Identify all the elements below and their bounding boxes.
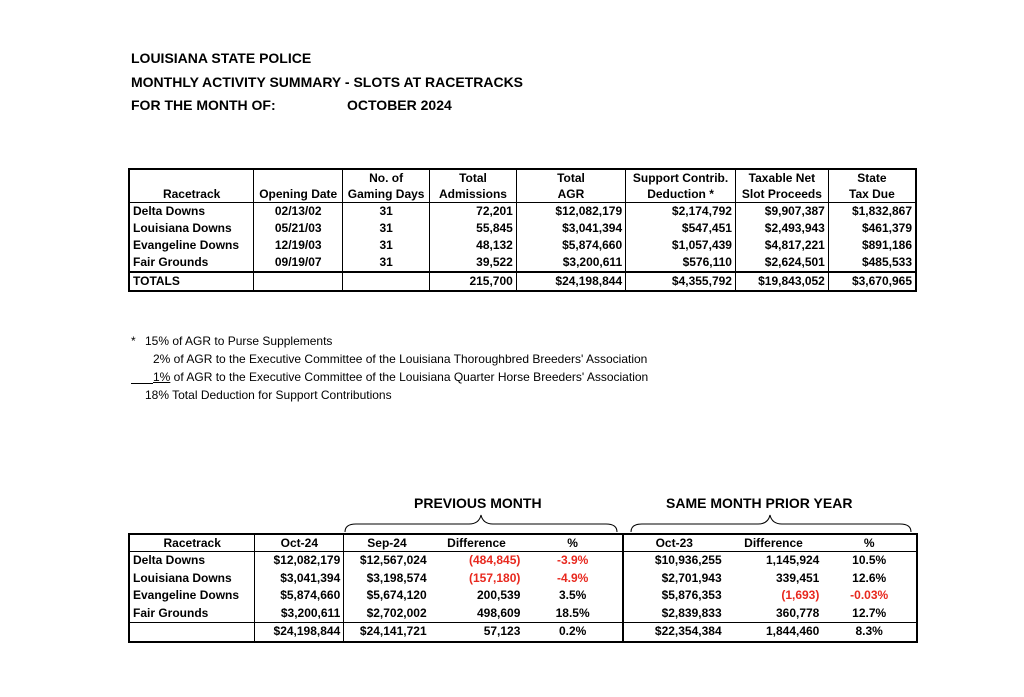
cell-cur: $12,082,179 bbox=[255, 552, 344, 570]
cell-pct-prev: 3.5% bbox=[558, 588, 587, 602]
col-pct-prior: % bbox=[822, 534, 917, 552]
total-tax: $3,670,965 bbox=[828, 272, 916, 291]
underline-rule bbox=[131, 370, 153, 384]
col-sep-24: Sep-24 bbox=[344, 534, 430, 552]
cell-empty bbox=[129, 623, 255, 642]
cell-days: 31 bbox=[343, 237, 430, 254]
footnote-star: * bbox=[131, 334, 136, 348]
cell-name: Fair Grounds bbox=[129, 254, 254, 272]
cell-prior: $5,876,353 bbox=[623, 587, 725, 605]
report-agency: LOUISIANA STATE POLICE bbox=[131, 50, 312, 66]
cell-name: Evangeline Downs bbox=[129, 237, 254, 254]
cell-diff-prev: 200,539 bbox=[477, 588, 521, 602]
col-opening-date: Opening Date bbox=[254, 169, 343, 203]
col-tax-due: State Tax Due bbox=[828, 169, 916, 203]
totals-row bbox=[129, 623, 917, 642]
cell-admissions: 55,845 bbox=[430, 220, 517, 237]
total-cur: $24,198,844 bbox=[255, 623, 344, 642]
cell-name: Delta Downs bbox=[129, 203, 254, 221]
cell-support: $2,174,792 bbox=[626, 203, 736, 221]
col-taxable: Taxable Net Slot Proceeds bbox=[735, 169, 828, 203]
cell-cur: $3,041,394 bbox=[255, 570, 344, 588]
cell-tax: $485,533 bbox=[828, 254, 916, 272]
table-row bbox=[129, 237, 916, 254]
table-row bbox=[129, 203, 916, 221]
cell-opening: 02/13/02 bbox=[254, 203, 343, 221]
cell-agr: $12,082,179 bbox=[516, 203, 625, 221]
cell-admissions: 72,201 bbox=[430, 203, 517, 221]
cell-pct-prev: -4.9% bbox=[556, 570, 589, 585]
cell-cur: $3,200,611 bbox=[255, 605, 344, 623]
col-oct-23: Oct-23 bbox=[623, 534, 725, 552]
month-label: FOR THE MONTH OF: bbox=[131, 97, 276, 113]
total-taxable: $19,843,052 bbox=[735, 272, 828, 291]
totals-label: TOTALS bbox=[129, 272, 254, 291]
cell-support: $547,451 bbox=[626, 220, 736, 237]
total-pct-prior: 8.3% bbox=[822, 623, 917, 642]
cell-prior: $10,936,255 bbox=[623, 552, 725, 570]
cell-admissions: 48,132 bbox=[430, 237, 517, 254]
col-racetrack: Racetrack bbox=[129, 169, 254, 203]
col-admissions: Total Admissions bbox=[430, 169, 517, 203]
footnote-line-2: 2% of AGR to the Executive Committee of the Louisiana Thoroughbred Breeders' Association bbox=[153, 352, 648, 366]
month-value: OCTOBER 2024 bbox=[347, 97, 452, 113]
col-agr: Total AGR bbox=[516, 169, 625, 203]
cell-prior: $2,839,833 bbox=[623, 605, 725, 623]
total-prior: $22,354,384 bbox=[623, 623, 725, 642]
cell-diff-prior: 1,145,924 bbox=[765, 553, 820, 567]
cell-support: $576,110 bbox=[626, 254, 736, 272]
footnote-pct: 1% bbox=[153, 370, 171, 384]
footnote-line-1: 15% of AGR to Purse Supplements bbox=[145, 334, 333, 348]
cell-pct-prior: 12.6% bbox=[852, 570, 887, 585]
previous-month-brace bbox=[344, 512, 618, 534]
cell-name: Evangeline Downs bbox=[129, 587, 255, 605]
section-previous-month: PREVIOUS MONTH bbox=[414, 495, 542, 511]
total-agr: $24,198,844 bbox=[516, 272, 625, 291]
cell-pct-prior: 10.5% bbox=[852, 553, 887, 567]
report-title: MONTHLY ACTIVITY SUMMARY - SLOTS AT RACETRACKS bbox=[131, 74, 524, 90]
comparison-header-row bbox=[129, 534, 917, 552]
cell-tax: $461,379 bbox=[828, 220, 916, 237]
cell-pct-prev: -3.9% bbox=[556, 553, 589, 567]
footnote-line-3 bbox=[131, 370, 648, 384]
cell-prev: $12,567,024 bbox=[359, 553, 427, 567]
cell-days: 31 bbox=[343, 254, 430, 272]
cell-days: 31 bbox=[343, 220, 430, 237]
table-row bbox=[129, 220, 916, 237]
cell-diff-prev: (157,180) bbox=[469, 570, 521, 585]
table-row bbox=[129, 254, 916, 272]
cell-name: Louisiana Downs bbox=[129, 220, 254, 237]
cell-prior: $2,701,943 bbox=[623, 570, 725, 588]
cell-diff-prior: (1,693) bbox=[781, 588, 820, 602]
cell-pct-prior: 12.7% bbox=[852, 605, 887, 620]
table-row bbox=[129, 570, 917, 588]
cell-empty bbox=[343, 272, 430, 291]
col-difference-prior: Difference bbox=[725, 534, 823, 552]
footnote-rest: of AGR to the Executive Committee of the Louisiana Quarter Horse Breeders' Association bbox=[170, 370, 649, 384]
cell-opening: 09/19/07 bbox=[254, 254, 343, 272]
cell-agr: $3,200,611 bbox=[516, 254, 625, 272]
cell-pct-prev: 18.5% bbox=[555, 605, 590, 620]
cell-taxable: $9,907,387 bbox=[735, 203, 828, 221]
cell-prev: $5,674,120 bbox=[366, 588, 427, 602]
cell-days: 31 bbox=[343, 203, 430, 221]
cell-taxable: $2,624,501 bbox=[735, 254, 828, 272]
cell-opening: 12/19/03 bbox=[254, 237, 343, 254]
cell-admissions: 39,522 bbox=[430, 254, 517, 272]
cell-taxable: $2,493,943 bbox=[735, 220, 828, 237]
cell-tax: $1,832,867 bbox=[828, 203, 916, 221]
total-prev: $24,141,721 bbox=[344, 623, 430, 642]
cell-prev: $3,198,574 bbox=[366, 570, 427, 585]
cell-prev: $2,702,002 bbox=[366, 605, 427, 620]
cell-cur: $5,874,660 bbox=[255, 587, 344, 605]
cell-support: $1,057,439 bbox=[626, 237, 736, 254]
cell-agr: $3,041,394 bbox=[516, 220, 625, 237]
comparison-table bbox=[128, 533, 918, 643]
cell-pct-prior: -0.03% bbox=[850, 588, 889, 602]
total-diff-prev: 57,123 bbox=[430, 623, 524, 642]
col-difference-prev: Difference bbox=[430, 534, 524, 552]
footnote-line-4: 18% Total Deduction for Support Contributions bbox=[145, 388, 392, 402]
total-admissions: 215,700 bbox=[430, 272, 517, 291]
cell-tax: $891,186 bbox=[828, 237, 916, 254]
totals-row bbox=[129, 272, 916, 291]
prior-year-brace bbox=[630, 512, 912, 534]
summary-header-row bbox=[129, 169, 916, 203]
total-diff-prior: 1,844,460 bbox=[725, 623, 823, 642]
table-row bbox=[129, 552, 917, 570]
col-pct-prev: % bbox=[523, 534, 623, 552]
section-prior-year: SAME MONTH PRIOR YEAR bbox=[666, 495, 853, 511]
table-row bbox=[129, 605, 917, 623]
cell-diff-prev: 498,609 bbox=[477, 605, 521, 620]
cell-diff-prior: 360,778 bbox=[775, 605, 820, 620]
cell-name: Louisiana Downs bbox=[129, 570, 255, 588]
col-gaming-days: No. of Gaming Days bbox=[343, 169, 430, 203]
total-pct-prev: 0.2% bbox=[523, 623, 623, 642]
col-oct-24: Oct-24 bbox=[255, 534, 344, 552]
col-support: Support Contrib. Deduction * bbox=[626, 169, 736, 203]
total-support: $4,355,792 bbox=[626, 272, 736, 291]
summary-table bbox=[128, 168, 917, 292]
cell-empty bbox=[254, 272, 343, 291]
col-racetrack: Racetrack bbox=[129, 534, 255, 552]
cell-agr: $5,874,660 bbox=[516, 237, 625, 254]
cell-name: Fair Grounds bbox=[129, 605, 255, 623]
cell-diff-prior: 339,451 bbox=[775, 570, 820, 585]
cell-name: Delta Downs bbox=[129, 552, 255, 570]
table-row bbox=[129, 587, 917, 605]
cell-taxable: $4,817,221 bbox=[735, 237, 828, 254]
cell-diff-prev: (484,845) bbox=[469, 553, 521, 567]
cell-opening: 05/21/03 bbox=[254, 220, 343, 237]
